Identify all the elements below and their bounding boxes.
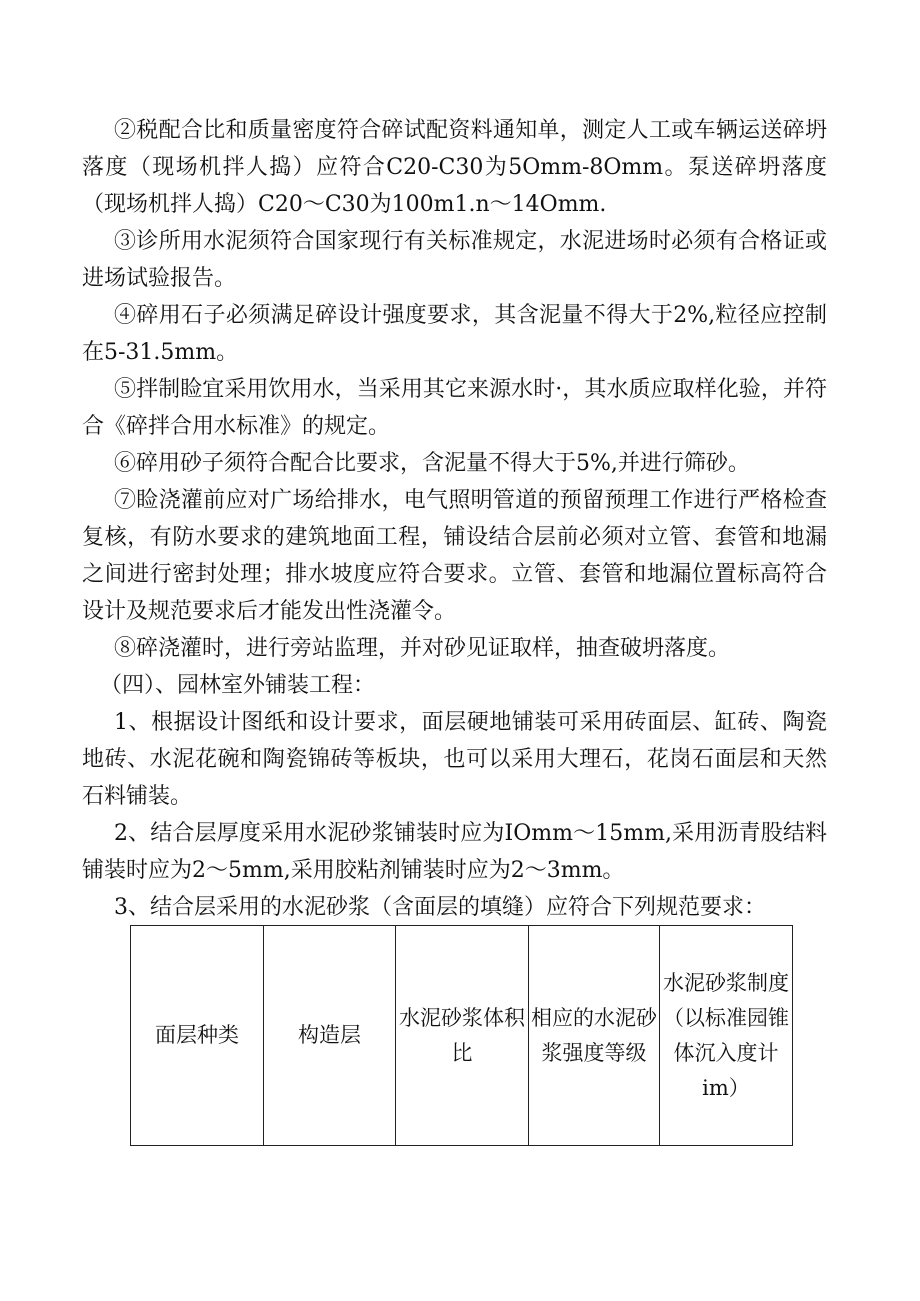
table-header-cell: 水泥砂浆制度（以标准园锥体沉入度计im） (660, 926, 793, 1146)
paragraph-cement-certificate: ③诊所用水泥须符合国家现行有关标准规定，水泥进场时必须有合格证或进场试验报告。 (82, 229, 827, 291)
table-header-cell: 相应的水泥砂浆强度等级 (529, 926, 660, 1146)
table-header-cell: 面层种类 (131, 926, 264, 1146)
paragraph-mortar-requirements: 3、结合层采用的水泥砂浆（含面层的填缝）应符合下列规范要求： (114, 895, 766, 920)
mortar-spec-table (130, 925, 793, 1146)
paragraph-bedding-thickness: 2、结合层厚度采用水泥砂浆铺装时应为IOmm～15mm,采用沥青股结料铺装时应为2～5mm,采用胶粘剂铺装时应为2～3mm。 (82, 821, 827, 883)
paragraph-concrete-slump: ②税配合比和质量密度符合碎试配资料通知单，测定人工或车辆运送碎坍落度（现场机拌人捣）应符合C20-C30为5Omm-8Omm。泵送碎坍落度（现场机拌人捣）C20～C30为100m1.n～14Omm. (82, 118, 827, 217)
section-heading-outdoor-paving: （四）、园林室外铺装工程： (100, 673, 376, 698)
paragraph-sand-requirements: ⑥碎用砂子须符合配合比要求，含泥量不得大于5%,并进行筛砂。 (114, 451, 750, 476)
table-header-cell: 构造层 (264, 926, 396, 1146)
table-header-row (131, 926, 793, 1146)
table-header-cell: 水泥砂浆体积比 (396, 926, 529, 1146)
paragraph-paving-materials: 1、根据设计图纸和设计要求，面层硬地铺装可采用砖面层、缸砖、陶瓷地砖、水泥花碗和陶瓷锦砖等板块，也可以采用大理石，花岗石面层和天然石料铺装。 (82, 710, 827, 809)
paragraph-pour-supervision: ⑧碎浇灌时，进行旁站监理，并对砂见证取样，抽查破坍落度。 (114, 636, 731, 661)
paragraph-water-standard: ⑤拌制睑宜采用饮用水，当采用其它来源水时·，其水质应取样化验，并符合《碎拌合用水标准》的规定。 (82, 377, 827, 439)
paragraph-pre-pour-inspection: ⑦睑浇灌前应对广场给排水，电气照明管道的预留预理工作进行严格检查复核，有防水要求的建筑地面工程，铺设结合层前必须对立管、套管和地漏之间进行密封处理；排水坡度应符合要求。立管、套管和地漏位置标高符合设计及规范要求后才能发出性浇灌令。 (82, 488, 827, 624)
paragraph-stone-requirements: ④碎用石子必须满足碎设计强度要求，其含泥量不得大于2%,粒径应控制在5-31.5mm。 (82, 303, 827, 365)
